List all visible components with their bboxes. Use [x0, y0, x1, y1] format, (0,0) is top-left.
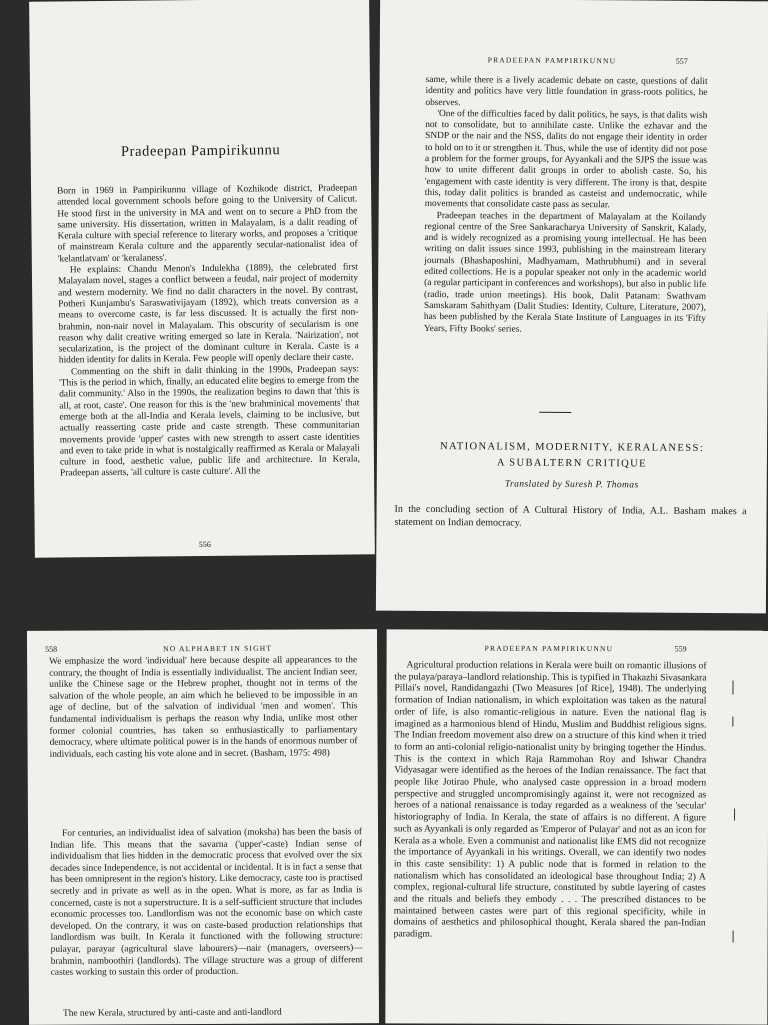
intro-paragraph: In the concluding section of A Cultural History of India, A.L. Basham makes a statement on Indian democracy. — [394, 503, 747, 529]
margin-mark — [732, 717, 733, 727]
margin-mark — [734, 809, 735, 821]
page-559-body — [394, 659, 707, 941]
page-557-body — [424, 75, 708, 337]
margin-mark — [732, 681, 733, 695]
margin-mark — [733, 931, 734, 943]
running-head: PRADEEPAN PAMPIRIKUNNU — [484, 643, 614, 654]
page-number: 559 — [674, 644, 687, 654]
paragraph: Born in 1969 in Pampirikunnu village of Kozhikode district, Pradeepan attended local government schools before going to the University of Calicut. He stood first in the university in MA and went on to secure a PhD from the same university. His dissertation, written in Malayalam, is a dalit reading of Kerala culture with special reference to literary works, and proposes a 'critique of mainstream Kerala culture and the apparently secular-nationalist idea of 'kelantlatvam' or 'keralaness'. — [57, 183, 358, 265]
block-quote: We emphasize the word 'individual' here because despite all appearances to the contrary, the thought of India is essentially individualist. The ancient Indian seer, unlike the Chinese sage or the Hebrew prophet, thought not in terms of the salvation of the whole people, an aim which he believed to be impossible in an age of decline, but of the salvation of individual 'men and women'. This fundamental individualism is perhaps the reason why India, unlike most other former colonial countries, has taken so enthusiastically to parliamentary democracy, where ultimate political power is in the hands of enormous number of individuals, each casting his vote alone and in secret. (Basham, 1975: 498) — [49, 655, 358, 760]
running-head: PRADEEPAN PAMPIRIKUNNU — [487, 55, 617, 66]
paragraph: same, while there is a lively academic debate on caste, questions of dalit identity and politics have very little foundation in grass-roots politics, he observes. — [425, 74, 708, 108]
paragraph: For centuries, an individualist idea of salvation (moksha) has been the basis of Indian life. This means that the savarna ('upper'-caste) Indian sense of individualism that lies hidden in the democratic process that evolved over the six decades since Independence, is not accidental or incidental. It is in fact a sense that has been omnipresent in the region's history. Like democracy, caste too is practised secretly and in private as well as in the open. What is more, as far as India is concerned, caste is not a superstructure. It is a self-sufficient structure that includes economic processes too. Landlordism was not the economic base on which caste developed. On the contrary, it was on caste-based production relationships that landlordism was built. In Kerala it functioned with the following structure: pulayar, parayar (agricultural slave labourers)—nair (managers, overseers)—brahmin, namboothiri (landlords). The village structure was a group of different castes working to sustain this order of production. — [50, 827, 363, 978]
paragraph: Pradeepan teaches in the department of Malayalam at the Koilandy regional centre of the Sree Sankaracharya University of Sanskrit, Kalady, and is widely recognized as a promising young intellectual. He has been writing on dalit issues since 1993, publishing in the mainstream literary journals (Bhashaposhini, Madhyamam, Mathrubhumi) and in several edited collections. He is a popular speaker not only in the academic world (a regular participant in conferences and workshops), but also in public life (radio, trade union meetings). His book, Dalit Patanam: Swathvam Samskaram Sahithyam (Dalit Studies: Identity, Culture, Literature, 2007), has been published by the Kerala State Institute of Languages in its 'Fifty Years, Fifty Books' series. — [423, 210, 707, 335]
page-557 — [376, 0, 768, 613]
page-number: 558 — [45, 644, 58, 654]
author-heading: Pradeepan Pampirikunnu — [120, 142, 281, 160]
translator-credit: Translated by Suresh P. Thomas — [504, 479, 639, 491]
paragraph: He explains: Chandu Menon's Indulekha (1889), the celebrated first Malayalam novel, stages a conflict between a feudal, nair project of modernity and western modernity. We find no dalit characters in the novel. By contrast, Potheri Kunjambu's Saraswativijayam (1892), which treats conversion as a means to overcome caste, is far less discussed. It is actually the first non-brahmin, non-nair novel in Malayalam. This obscurity of secularism is one reason why dalit creative writing emerged so late in Kerala. 'Nairization', not secularization, is the project of the dominant culture in Kerala. Caste is a hidden identity for dalits in Kerala. Few people will openly declare their caste. — [57, 262, 359, 366]
last-line: The new Kerala, structured by anti-caste and anti-landlord — [62, 1007, 282, 1019]
page-number: 557 — [675, 56, 688, 66]
page-558 — [27, 629, 379, 1025]
page-559 — [385, 629, 768, 1024]
page-number: 556 — [198, 539, 211, 550]
paragraph: Agricultural production relations in Kerala were built on romantic illusions of the pulaya/paraya–landlord relationship. This is typified in Thakazhi Sivasankara Pillai's novel, Randidangazhi (Two Measures [of Rice], 1948). The underlying formation of Indian nationalism, in which exploitation was taken as the natural order of life, is also romantic-religious in nature. Even the national flag is imagined as a harmonious blend of Hindu, Muslim and Buddhist religious signs. The Indian freedom movement also drew on a structure of this kind when it tried to form an anti-colonial religio-nationalist unity by bringing together the Hindus. This is the context in which Raja Rammohan Roy and Ishwar Chandra Vidyasagar were identified as the heroes of the Indian renaissance. The fact that people like Jotirao Phule, who analysed caste oppression in a broad modern perspective and struggled uncompromisingly against it, were not recognized as heroes of a national renaissance is today regarded as a weakness of the 'secular' historiography of India. In Kerala, the state of affairs is no different. A figure such as Ayyankali is only regarded as 'Emperor of Pulayar' and not as an icon for Kerala as a whole. Even a communist and nationalist like EMS did not recognize the importance of Ayyankali in his writings. Overall, we can identify two nodes in this caste sensibility: 1) A public node that is formed in relation to the nationalism which has consolidated an ideological base throughout India; 2) A complex, regional-cultural life structure, constituted by subtle layering of castes and the rituals and beliefs they embody . . . The prescribed distances to be maintained between castes were part of this regional specificity, while in domains of aesthetics and philosophical thought, Kerala shared the pan-Indian paradigm. — [393, 659, 707, 940]
essay-subtitle: A SUBALTERN CRITIQUE — [496, 457, 647, 470]
essay-title: NATIONALISM, MODERNITY, KERALANESS: — [439, 441, 705, 454]
section-divider — [539, 412, 571, 413]
page-556-body — [57, 183, 360, 480]
page-556 — [29, 0, 375, 558]
paragraph: Commenting on the shift in dalit thinking in the 1990s, Pradeepan says: 'This is the period in which, finally, an educated elite begins to emerge from the dalit community.' Also in the 1990s, the realization begins to dawn that 'this is all, at root, caste'. One reason for this is the 'new brahminical movements' that emerge both at the all-India and Kerala levels, claiming to be inclusive, but actually reasserting caste pride and caste strength. These communitarian movements provide 'upper' castes with new strength to assert caste identities and even to take pride in what is nostalgically reaffirmed as Kerala or Malayali culture in food, aesthetic value, public life and architecture. In Kerala, Pradeepan asserts, 'all culture is caste culture'. All the — [59, 364, 360, 479]
running-head: NO ALPHABET IN SIGHT — [163, 643, 273, 654]
paragraph: 'One of the difficulties faced by dalit politics, he says, is that dalits wish not to consolidate, but to annihilate caste. Unlike the ezhavar and the SNDP or the nair and the NSS, dalits do not engage their identity in order to hold on to it or strengthen it. Thus, while the use of identity did not pose a problem for the former groups, for Ayyankali and the SJPS the issue was how to unite different dalit groups in order to abolish caste. So, his 'engagement with caste identity is very different. The irony is that, despite this, today dalit politics is branded as casteist and undemocratic, while movements that consolidate caste pass as secular. — [424, 108, 708, 211]
